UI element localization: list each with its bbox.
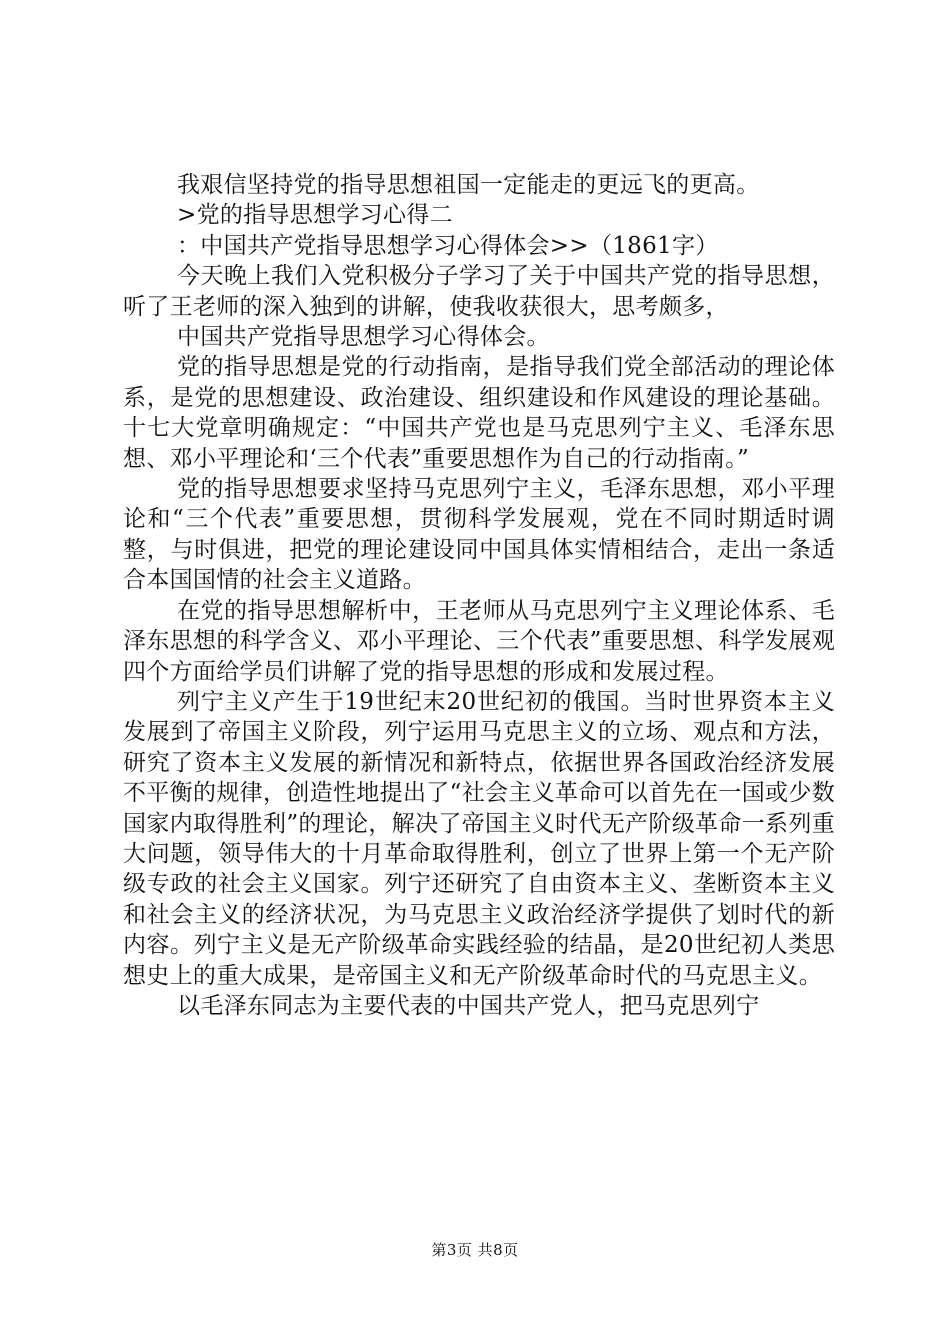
section-subheading: ：中国共产党指导思想学习心得体会>>（1861字） xyxy=(177,232,719,259)
paragraph: 列宁主义产生于19世纪末20世纪初的俄国。当时世界资本主义发展到了帝国主义阶段，列宁运用马克思主义的立场、观点和方法，研究了资本主义发展的新情况和新特点，依据世界各国政治经济发展不平衡的规律，创造性地提出了“社会主义革命可以首先在一国或少数国家内取得胜利”的理论，解决了帝国主义时代无产阶级革命一系列重大问题，领导伟大的十月革命取得胜利，创立了世界上第一个无产阶级专政的社会主义国家。列宁还研究了自由资本主义、垄断资本主义和社会主义的经济状况，为马克思主义政治经济学提供了划时代的新内容。列宁主义是无产阶级革命实践经验的结晶，是20世纪初人类思想史上的重大成果，是帝国主义和无产阶级革命时代的马克思主义。 xyxy=(123,688,835,989)
page-footer: 第3页 共8页 xyxy=(431,1241,519,1259)
paragraph: 党的指导思想是党的行动指南，是指导我们党全部活动的理论体系，是党的思想建设、政治建设、组织建设和作风建设的理论基础。十七大党章明确规定：“中国共产党也是马克思列宁主义、毛泽东思想、邓小平理论和‘三个代表”重要思想作为自己的行动指南。” xyxy=(123,354,835,472)
paragraph: 中国共产党指导思想学习心得体会。 xyxy=(177,324,550,351)
paragraph: 今天晚上我们入党积极分子学习了关于中国共产党的指导思想，听了王老师的深入独到的讲解，使我收获很大，思考颇多， xyxy=(123,263,835,320)
paragraph: 在党的指导思想解析中，王老师从马克思列宁主义理论体系、毛泽东思想的科学含义、邓小平理论、三个代表”重要思想、科学发展观四个方面给学员们讲解了党的指导思想的形成和发展过程。 xyxy=(123,597,835,685)
paragraph: 党的指导思想要求坚持马克思列宁主义，毛泽东思想，邓小平理论和“三个代表”重要思想，贯彻科学发展观，党在不同时期适时调整，与时俱进，把党的理论建设同中国具体实情相结合，走出一条适合本国国情的社会主义道路。 xyxy=(123,476,835,594)
paragraph: 以毛泽东同志为主要代表的中国共产党人，把马克思列宁 xyxy=(177,992,760,1019)
section-heading: >党的指导思想学习心得二 xyxy=(177,202,453,229)
body-text xyxy=(123,170,835,1021)
paragraph: 我艰信坚持党的指导思想祖国一定能走的更远飞的更高。 xyxy=(177,172,760,198)
